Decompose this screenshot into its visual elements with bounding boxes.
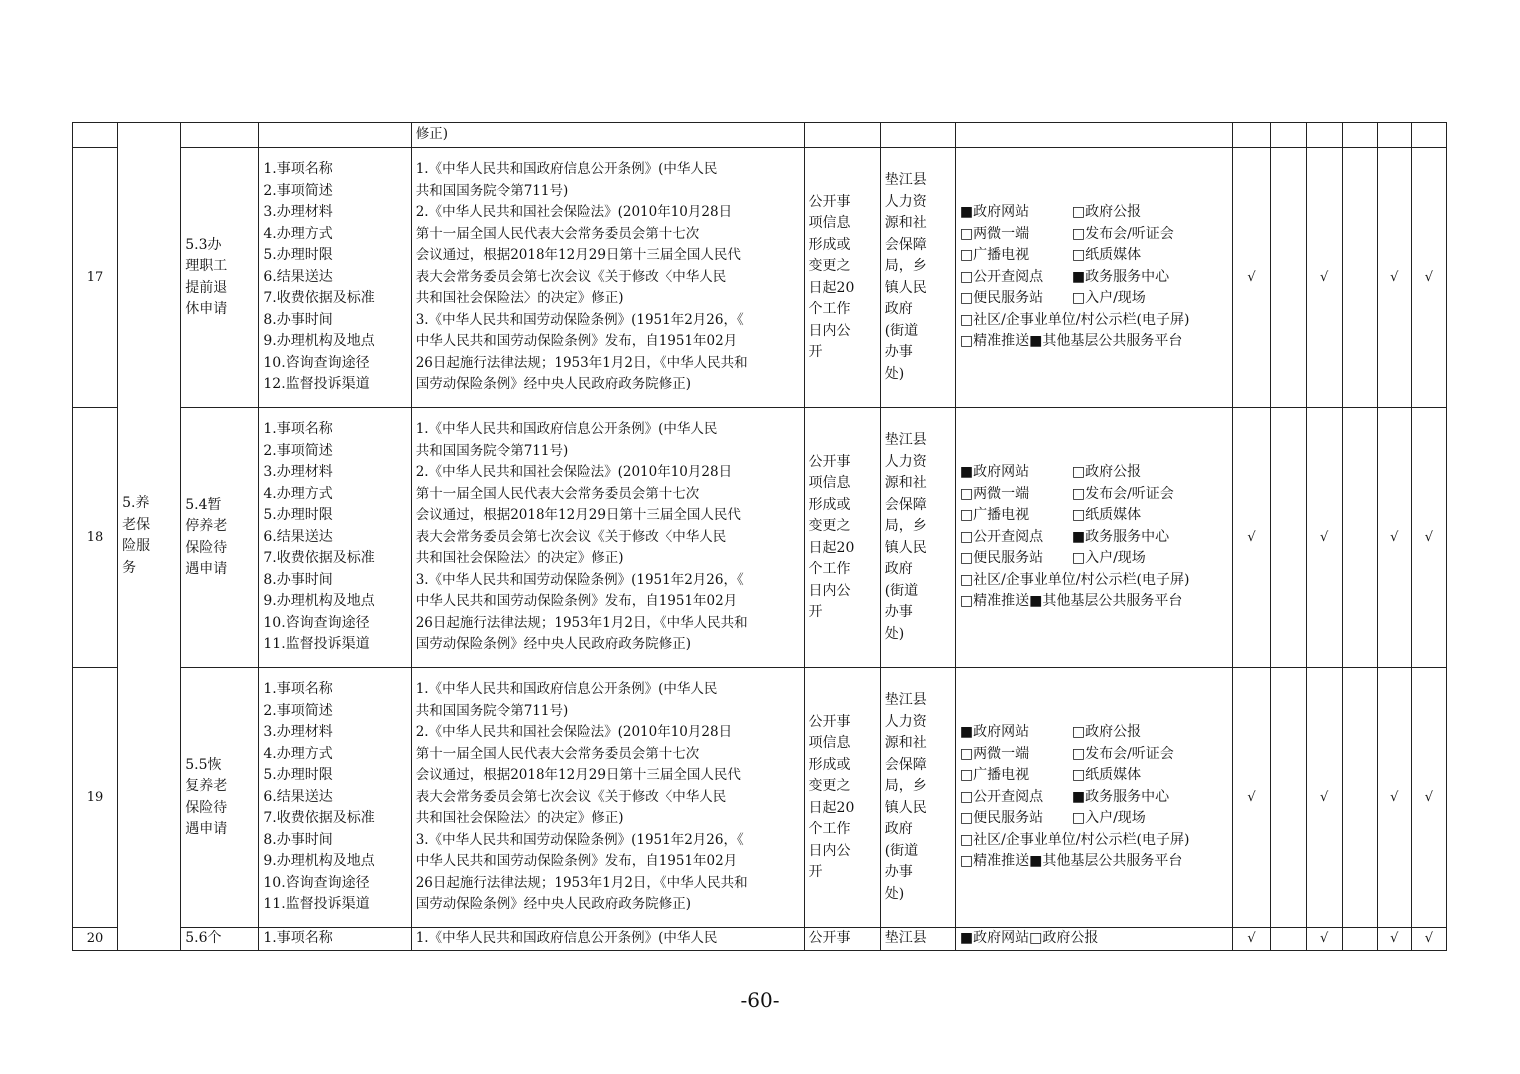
- department-line: 镇人民: [884, 799, 927, 816]
- channel-option: □社区/企事业单位/村公示栏(电子屏): [959, 311, 1190, 328]
- basis-line: 国劳动保险条例》经中央人民政府政务院修正): [415, 376, 691, 393]
- time-limit-line: 形成或: [808, 236, 851, 253]
- basis-line: 共和国国务院令第711号): [415, 442, 569, 459]
- department-line: 人力资: [884, 713, 927, 730]
- item-name-line: 5.6个: [185, 930, 222, 946]
- basis-cell: [411, 148, 804, 408]
- time-limit-line: 变更之: [808, 258, 851, 274]
- department-line: 处): [884, 885, 905, 902]
- basis-cell: [411, 668, 804, 928]
- content-line: 3.办理材料: [263, 204, 333, 221]
- channel-option: □纸质媒体: [1071, 247, 1142, 264]
- basis-line: 共和国社会保险法〉的决定》修正): [415, 810, 624, 827]
- time-limit-cell: [804, 148, 880, 408]
- item-name-line: 5.3办: [185, 236, 222, 253]
- basis-line: 1.《中华人民共和国政府信息公开条例》(中华人民: [415, 681, 718, 698]
- check-mark: √: [1377, 408, 1411, 668]
- check-mark: √: [1377, 148, 1411, 408]
- content-line: 8.办事时间: [263, 831, 333, 848]
- department-line: 源和社: [884, 475, 927, 491]
- department-line: 会保障: [884, 496, 927, 513]
- time-limit-line: 项信息: [808, 475, 851, 491]
- department-line: 处): [884, 365, 905, 382]
- time-limit-line: 形成或: [808, 756, 851, 773]
- time-limit-line: 日内公: [808, 322, 851, 339]
- channel-row: [960, 527, 1229, 549]
- time-limit-line: 日起20: [808, 279, 855, 296]
- row-number: 20: [73, 928, 118, 951]
- department-line: 办事: [884, 604, 913, 620]
- item-name-line: 停养老: [185, 518, 228, 534]
- channel-row: [960, 484, 1229, 506]
- content-line: 8.办事时间: [263, 571, 333, 588]
- content-line: 1.事项名称: [263, 421, 333, 438]
- check-mark: [1342, 408, 1377, 668]
- channel-option: □入户/现场: [1071, 290, 1146, 307]
- channel-option: □便民服务站: [959, 550, 1044, 567]
- channel-row: [960, 267, 1229, 289]
- channel-row: [960, 462, 1229, 484]
- content-line: 3.办理材料: [263, 464, 333, 481]
- basis-line: 2.《中华人民共和国社会保险法》(2010年10月28日: [415, 724, 733, 741]
- channel-option: □政府公报: [1071, 464, 1142, 481]
- check-mark: [1342, 928, 1377, 951]
- basis-line: 1.《中华人民共和国政府信息公开条例》(中华人民: [415, 421, 718, 438]
- basis-line: 共和国社会保险法〉的决定》修正): [415, 290, 624, 307]
- basis-line: 国劳动保险条例》经中央人民政府政务院修正): [415, 636, 691, 653]
- service-category-line: 险服: [122, 538, 151, 555]
- channel-option: □两微一端: [959, 225, 1030, 242]
- content-line: 10.咨询查询途径: [263, 874, 370, 891]
- time-limit-line: 日起20: [808, 799, 855, 816]
- cell-empty: [804, 123, 880, 148]
- channel-option: □公开查阅点: [959, 788, 1044, 805]
- channel-option: □精准推送■其他基层公共服务平台: [959, 333, 1183, 350]
- time-limit-line: 形成或: [808, 496, 851, 513]
- content-line: 1.事项名称: [263, 681, 333, 698]
- time-limit-cell: [804, 668, 880, 928]
- content-line: 4.办理方式: [263, 745, 333, 762]
- check-mark: [1270, 408, 1306, 668]
- content-cell: [259, 668, 411, 928]
- time-limit-line: 个工作: [808, 821, 851, 837]
- channel-row: [960, 744, 1229, 766]
- table-row: [73, 408, 1447, 668]
- check-mark: √: [1411, 928, 1446, 951]
- content-line: 7.收费依据及标准: [263, 290, 375, 307]
- basis-line: 3.《中华人民共和国劳动保险条例》(1951年2月26，《: [415, 311, 744, 328]
- check-mark: √: [1233, 928, 1270, 951]
- channel-row: [960, 928, 1229, 950]
- content-cell: [259, 408, 411, 668]
- content-line: 6.结果送达: [263, 528, 333, 545]
- time-limit-line: 变更之: [808, 518, 851, 534]
- table-row: [73, 148, 1447, 408]
- channel-row: [960, 548, 1229, 570]
- time-limit-line: 个工作: [808, 301, 851, 317]
- department-line: 政府: [884, 561, 913, 577]
- department-line: 源和社: [884, 215, 927, 231]
- check-mark: √: [1306, 668, 1342, 928]
- content-line: 10.咨询查询途径: [263, 614, 370, 631]
- department-line: (街道: [884, 842, 919, 859]
- item-name-line: 遇申请: [185, 821, 228, 837]
- department-line: 会保障: [884, 236, 927, 253]
- check-mark: √: [1233, 668, 1270, 928]
- item-name-line: 5.4暂: [185, 496, 222, 513]
- channel-option: □便民服务站: [959, 290, 1044, 307]
- channel-option: □广播电视: [959, 247, 1030, 264]
- channel-row: [960, 224, 1229, 246]
- department-cell: [880, 928, 955, 951]
- content-line: 11.监督投诉渠道: [263, 896, 370, 913]
- channel-option: □广播电视: [959, 767, 1030, 784]
- check-mark: √: [1306, 148, 1342, 408]
- time-limit-line: 开: [808, 864, 823, 880]
- time-limit-line: 日内公: [808, 582, 851, 599]
- department-cell: [880, 148, 955, 408]
- channel-row: [960, 765, 1229, 787]
- time-limit-cell: [804, 928, 880, 951]
- content-line: 4.办理方式: [263, 225, 333, 242]
- cell-empty: [1342, 123, 1377, 148]
- time-limit-line: 公开事: [808, 453, 851, 470]
- check-mark: [1342, 668, 1377, 928]
- check-mark: √: [1411, 408, 1446, 668]
- channel-row: [960, 808, 1229, 830]
- service-category-cell: [118, 123, 181, 951]
- disclosure-table: [72, 122, 1447, 951]
- channel-option: ■政务服务中心: [1071, 528, 1170, 545]
- channel-option: □精准推送■其他基层公共服务平台: [959, 853, 1183, 870]
- department-line: 政府: [884, 821, 913, 837]
- item-name-line: 遇申请: [185, 561, 228, 577]
- time-limit-line: 日起20: [808, 539, 855, 556]
- time-limit-line: 个工作: [808, 561, 851, 577]
- basis-line: 会议通过，根据2018年12月29日第十三届全国人民代: [415, 767, 741, 784]
- basis-line: 国劳动保险条例》经中央人民政府政务院修正): [415, 896, 691, 913]
- service-category-line: 务: [122, 559, 137, 576]
- basis-line: 中华人民共和国劳动保险条例》发布，自1951年02月: [415, 593, 738, 610]
- basis-line: 会议通过，根据2018年12月29日第十三届全国人民代: [415, 247, 741, 264]
- channel-option: □广播电视: [959, 507, 1030, 524]
- department-line: 镇人民: [884, 539, 927, 556]
- basis-line: 第十一届全国人民代表大会常务委员会第十七次: [415, 485, 700, 502]
- channel-option: □入户/现场: [1071, 550, 1146, 567]
- content-line: 4.办理方式: [263, 485, 333, 502]
- content-line: 11.监督投诉渠道: [263, 636, 370, 653]
- basis-line: 1.《中华人民共和国政府信息公开条例》(中华人民: [415, 930, 718, 946]
- department-line: 垫江县: [884, 172, 927, 188]
- department-line: 办事: [884, 344, 913, 360]
- content-line: 12.监督投诉渠道: [263, 376, 370, 393]
- time-limit-line: 公开事: [808, 930, 851, 946]
- channel-option: □纸质媒体: [1071, 767, 1142, 784]
- table-row: [73, 928, 1447, 951]
- department-line: (街道: [884, 582, 919, 599]
- channel-option: □发布会/听证会: [1071, 225, 1174, 242]
- row-number: 19: [73, 668, 118, 928]
- time-limit-line: 开: [808, 344, 823, 360]
- cell-empty: [73, 123, 118, 148]
- item-name-line: 休申请: [185, 301, 228, 317]
- time-limit-line: 日内公: [808, 842, 851, 859]
- channel-option: □公开查阅点: [959, 268, 1044, 285]
- item-name-line: 保险待: [185, 799, 228, 816]
- content-line: 2.事项简述: [263, 442, 333, 459]
- basis-line: 共和国国务院令第711号): [415, 702, 569, 719]
- department-line: (街道: [884, 322, 919, 339]
- content-cell: [259, 148, 411, 408]
- content-line: 5.办理时限: [263, 247, 333, 264]
- channel-option: ■政府网站□政府公报: [959, 930, 1099, 946]
- department-line: 人力资: [884, 453, 927, 470]
- content-line: 10.咨询查询途径: [263, 354, 370, 371]
- basis-cell: [411, 928, 804, 951]
- check-mark: √: [1377, 668, 1411, 928]
- channel-option: □政府公报: [1071, 724, 1142, 741]
- basis-line: 26日起施行法律法规；1953年1月2日，《中华人民共和: [415, 354, 748, 371]
- time-limit-line: 开: [808, 604, 823, 620]
- time-limit-line: 项信息: [808, 215, 851, 231]
- basis-line: 共和国国务院令第711号): [415, 182, 569, 199]
- channels-cell: [955, 408, 1233, 668]
- basis-line: 共和国社会保险法〉的决定》修正): [415, 550, 624, 567]
- department-line: 处): [884, 625, 905, 642]
- basis-line: 中华人民共和国劳动保险条例》发布，自1951年02月: [415, 853, 738, 870]
- service-category-line: 老保: [122, 516, 151, 533]
- item-name-line: 提前退: [185, 279, 228, 296]
- basis-line: 表大会常务委员会第七次会议《关于修改〈中华人民: [415, 528, 727, 545]
- content-line: 9.办理机构及地点: [263, 853, 375, 870]
- content-line: 8.办事时间: [263, 311, 333, 328]
- check-mark: √: [1233, 148, 1270, 408]
- check-mark: [1270, 668, 1306, 928]
- department-line: 局，乡: [884, 778, 927, 794]
- row-number: 18: [73, 408, 118, 668]
- department-line: 垫江县: [884, 692, 927, 708]
- basis-line: 第十一届全国人民代表大会常务委员会第十七次: [415, 225, 700, 242]
- department-line: 镇人民: [884, 279, 927, 296]
- basis-line: 26日起施行法律法规；1953年1月2日，《中华人民共和: [415, 874, 748, 891]
- channel-row: [960, 288, 1229, 310]
- item-name-cell: [181, 408, 259, 668]
- channel-option: □两微一端: [959, 745, 1030, 762]
- channel-option: □两微一端: [959, 485, 1030, 502]
- basis-cell: [411, 408, 804, 668]
- content-line: 2.事项简述: [263, 182, 333, 199]
- basis-line: 表大会常务委员会第七次会议《关于修改〈中华人民: [415, 268, 727, 285]
- channel-option: ■政务服务中心: [1071, 788, 1170, 805]
- department-line: 局，乡: [884, 518, 927, 534]
- table-row-continuation: [73, 123, 1447, 148]
- check-mark: √: [1306, 928, 1342, 951]
- content-line: 6.结果送达: [263, 788, 333, 805]
- channel-row: [960, 202, 1229, 224]
- channel-row: [960, 245, 1229, 267]
- content-line: 7.收费依据及标准: [263, 550, 375, 567]
- channel-option: □政府公报: [1071, 204, 1142, 221]
- department-line: 垫江县: [884, 930, 927, 946]
- channel-option: ■政府网站: [959, 464, 1030, 481]
- content-line: 1.事项名称: [263, 161, 333, 178]
- basis-line: 中华人民共和国劳动保险条例》发布，自1951年02月: [415, 333, 738, 350]
- basis-line: 第十一届全国人民代表大会常务委员会第十七次: [415, 745, 700, 762]
- department-line: 源和社: [884, 735, 927, 751]
- cell-empty: [181, 123, 259, 148]
- channel-row: [960, 787, 1229, 809]
- channel-option: □社区/企事业单位/村公示栏(电子屏): [959, 571, 1190, 588]
- channel-row: [960, 722, 1229, 744]
- check-mark: √: [1411, 668, 1446, 928]
- channel-row: [960, 505, 1229, 527]
- basis-line: 2.《中华人民共和国社会保险法》(2010年10月28日: [415, 464, 733, 481]
- time-limit-line: 公开事: [808, 713, 851, 730]
- time-limit-cell: [804, 408, 880, 668]
- channel-option: ■政府网站: [959, 204, 1030, 221]
- item-name-line: 理职工: [185, 258, 228, 274]
- check-mark: √: [1306, 408, 1342, 668]
- check-mark: [1270, 928, 1306, 951]
- time-limit-line: 公开事: [808, 193, 851, 210]
- content-line: 3.办理材料: [263, 724, 333, 741]
- channels-cell: [955, 148, 1233, 408]
- time-limit-line: 项信息: [808, 735, 851, 751]
- basis-line: 3.《中华人民共和国劳动保险条例》(1951年2月26，《: [415, 831, 744, 848]
- basis-line: 26日起施行法律法规；1953年1月2日，《中华人民共和: [415, 614, 748, 631]
- check-mark: √: [1233, 408, 1270, 668]
- cell-empty: [1233, 123, 1270, 148]
- item-name-cell: [181, 668, 259, 928]
- department-line: 办事: [884, 864, 913, 880]
- cell-empty: [1377, 123, 1411, 148]
- content-line: 9.办理机构及地点: [263, 333, 375, 350]
- time-limit-line: 变更之: [808, 778, 851, 794]
- row-number: 17: [73, 148, 118, 408]
- channel-option: ■政务服务中心: [1071, 268, 1170, 285]
- cell-empty: [259, 123, 411, 148]
- basis-line: 3.《中华人民共和国劳动保险条例》(1951年2月26，《: [415, 571, 744, 588]
- content-line: 6.结果送达: [263, 268, 333, 285]
- item-name-line: 5.5恢: [185, 756, 222, 773]
- content-cell: [259, 928, 411, 951]
- content-line: 5.办理时限: [263, 507, 333, 524]
- cell-empty: [1270, 123, 1306, 148]
- basis-tail: 修正): [411, 123, 804, 148]
- cell-empty: [880, 123, 955, 148]
- channel-option: □公开查阅点: [959, 528, 1044, 545]
- item-name-cell: [181, 928, 259, 951]
- department-cell: [880, 668, 955, 928]
- check-mark: √: [1377, 928, 1411, 951]
- channel-option: □社区/企事业单位/村公示栏(电子屏): [959, 831, 1190, 848]
- item-name-line: 保险待: [185, 539, 228, 556]
- content-line: 5.办理时限: [263, 767, 333, 784]
- cell-empty: [955, 123, 1233, 148]
- channel-option: □精准推送■其他基层公共服务平台: [959, 593, 1183, 610]
- service-category-line: 5.养: [122, 495, 150, 512]
- cell-empty: [1411, 123, 1446, 148]
- cell-empty: [1306, 123, 1342, 148]
- channel-option: □入户/现场: [1071, 810, 1146, 827]
- basis-line: 会议通过，根据2018年12月29日第十三届全国人民代: [415, 507, 741, 524]
- content-line: 7.收费依据及标准: [263, 810, 375, 827]
- channels-cell: [955, 928, 1233, 951]
- channel-option: □发布会/听证会: [1071, 745, 1174, 762]
- content-line: 2.事项简述: [263, 702, 333, 719]
- channel-option: □便民服务站: [959, 810, 1044, 827]
- channel-option: ■政府网站: [959, 724, 1030, 741]
- department-line: 会保障: [884, 756, 927, 773]
- channels-cell: [955, 668, 1233, 928]
- channel-option: □纸质媒体: [1071, 507, 1142, 524]
- department-line: 局，乡: [884, 258, 927, 274]
- basis-line: 表大会常务委员会第七次会议《关于修改〈中华人民: [415, 788, 727, 805]
- check-mark: √: [1411, 148, 1446, 408]
- content-line: 1.事项名称: [263, 930, 333, 946]
- basis-line: 2.《中华人民共和国社会保险法》(2010年10月28日: [415, 204, 733, 221]
- basis-line: 1.《中华人民共和国政府信息公开条例》(中华人民: [415, 161, 718, 178]
- check-mark: [1342, 148, 1377, 408]
- department-line: 人力资: [884, 193, 927, 210]
- department-cell: [880, 408, 955, 668]
- item-name-cell: [181, 148, 259, 408]
- page-number: -60-: [740, 988, 780, 1012]
- table-row: [73, 668, 1447, 928]
- department-line: 政府: [884, 301, 913, 317]
- check-mark: [1270, 148, 1306, 408]
- item-name-line: 复养老: [185, 778, 228, 794]
- department-line: 垫江县: [884, 432, 927, 448]
- content-line: 9.办理机构及地点: [263, 593, 375, 610]
- channel-option: □发布会/听证会: [1071, 485, 1174, 502]
